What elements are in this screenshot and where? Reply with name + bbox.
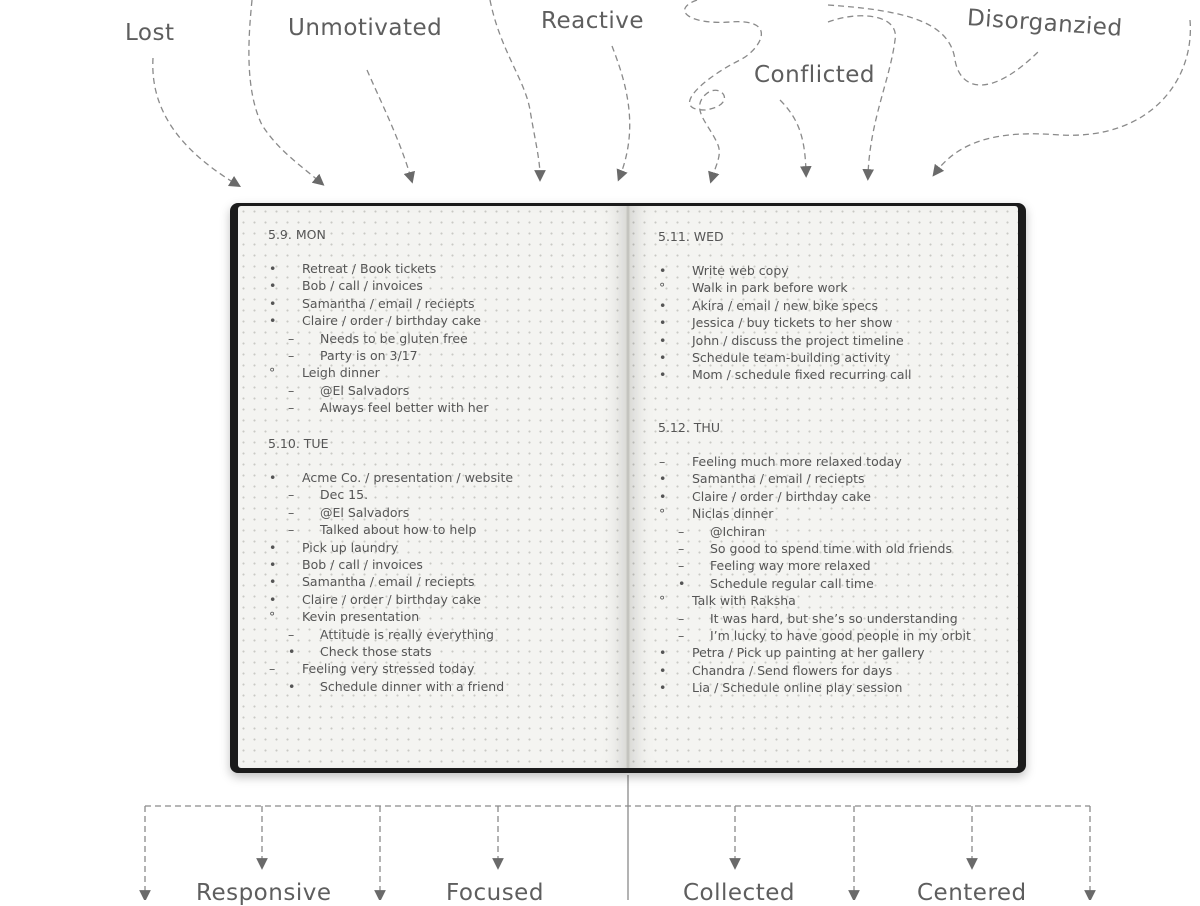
entry-bullet: • xyxy=(659,645,667,661)
entry-bullet: – xyxy=(678,541,685,556)
journal-entry: Retreat / Book tickets xyxy=(302,261,437,276)
journal-entry: Walk in park before work xyxy=(692,280,848,296)
journal-entry: Lia / Schedule online play session xyxy=(692,680,903,696)
label-reactive: Reactive xyxy=(541,8,645,34)
label-responsive: Responsive xyxy=(196,880,332,906)
journal-entry: Always feel better with her xyxy=(320,400,489,416)
entry-bullet: • xyxy=(269,278,277,294)
notebook xyxy=(230,203,1026,773)
entry-bullet: ° xyxy=(659,593,666,609)
entry-bullet: • xyxy=(269,557,277,572)
journal-entry: Feeling very stressed today xyxy=(302,661,475,677)
arrow-lost xyxy=(153,58,236,184)
entry-bullet: • xyxy=(659,332,667,348)
day-heading: 5.10. TUE xyxy=(268,436,329,451)
label-unmotivated: Unmotivated xyxy=(288,15,443,41)
journal-entry: Samantha / email / reciepts xyxy=(302,574,475,590)
journal-entry: Write web copy xyxy=(692,263,789,278)
journal-entry: It was hard, but she’s so understanding xyxy=(710,610,958,626)
journal-entry: Chandra / Send flowers for days xyxy=(692,662,893,678)
entry-bullet: • xyxy=(269,591,277,607)
journal-entry: Jessica / buy tickets to her show xyxy=(692,315,893,331)
entry-bullet: • xyxy=(269,313,277,329)
entry-bullet: • xyxy=(269,261,277,276)
arrow-unmotivated-right xyxy=(367,70,411,178)
entry-bullet: ° xyxy=(269,365,276,381)
entry-bullet: • xyxy=(269,574,277,590)
journal-entry: @El Salvadors xyxy=(320,382,410,398)
entry-bullet: • xyxy=(659,471,667,487)
entry-bullet: – xyxy=(678,558,685,574)
journal-entry: Schedule team-building activity xyxy=(692,350,891,365)
entry-bullet: • xyxy=(288,644,296,659)
journal-entry: So good to spend time with old friends xyxy=(710,541,952,556)
label-lost: Lost xyxy=(125,20,175,46)
label-focused: Focused xyxy=(446,880,544,906)
entry-bullet: – xyxy=(678,523,685,539)
entry-bullet: • xyxy=(269,539,277,555)
entry-bullet: • xyxy=(288,678,296,694)
entry-bullet: • xyxy=(269,470,277,485)
entry-bullet: – xyxy=(288,382,295,398)
entry-bullet: – xyxy=(678,628,685,643)
entry-bullet: ° xyxy=(659,506,666,522)
journal-entry: Niclas dinner xyxy=(692,506,774,522)
notebook-left-page xyxy=(238,206,628,768)
notebook-spine xyxy=(626,206,630,768)
journal-entry: Akira / email / new bike specs xyxy=(692,297,879,313)
arrow-disorganized-right xyxy=(936,20,1190,172)
journal-entry: Pick up laundry xyxy=(302,539,399,555)
entry-bullet: • xyxy=(678,575,686,591)
journal-entry: Kevin presentation xyxy=(302,609,420,625)
entry-bullet: – xyxy=(288,348,295,363)
entry-bullet: ° xyxy=(269,609,276,625)
journal-entry: Talk with Raksha xyxy=(692,593,796,609)
entry-bullet: ° xyxy=(659,280,666,296)
journal-entry: Feeling much more relaxed today xyxy=(692,454,902,469)
arrow-conflicted-low xyxy=(780,100,806,172)
journal-entry: Samantha / email / reciepts xyxy=(302,295,475,311)
entry-bullet: – xyxy=(678,610,685,626)
entry-bullet: – xyxy=(659,454,666,469)
journal-entry: Mom / schedule fixed recurring call xyxy=(692,367,912,383)
journal-entry: Dec 15. xyxy=(320,487,369,503)
entry-bullet: • xyxy=(659,297,667,313)
notebook-right-page xyxy=(628,206,1018,768)
journal-entry: Bob / call / invoices xyxy=(302,557,423,572)
label-disorganized: Disorganzied xyxy=(966,5,1124,42)
entry-bullet: • xyxy=(659,315,667,331)
journal-entry: Party is on 3/17 xyxy=(320,348,418,363)
entry-bullet: • xyxy=(659,488,667,504)
entry-bullet: – xyxy=(288,504,295,520)
journal-entry: Feeling way more relaxed xyxy=(710,558,871,574)
journal-entry: I’m lucky to have good people in my orbit xyxy=(710,628,971,643)
journal-entry: Schedule regular call time xyxy=(710,575,874,591)
journal-entry: Bob / call / invoices xyxy=(302,278,423,294)
arrow-reactive-left xyxy=(490,0,540,176)
entry-bullet: • xyxy=(659,662,667,678)
journal-entry: Claire / order / birthday cake xyxy=(692,488,871,504)
journal-entry: Samantha / email / reciepts xyxy=(692,471,865,487)
entry-bullet: • xyxy=(269,295,277,311)
journal-entry: Check those stats xyxy=(320,644,432,659)
journal-entry: Leigh dinner xyxy=(302,365,380,381)
entry-bullet: – xyxy=(288,522,295,538)
label-collected: Collected xyxy=(683,880,795,906)
journal-entry: Acme Co. / presentation / website xyxy=(302,470,514,485)
journal-entry: John / discuss the project timeline xyxy=(692,332,904,348)
journal-entry: Claire / order / birthday cake xyxy=(302,591,481,607)
entry-bullet: • xyxy=(659,680,667,696)
journal-entry: Petra / Pick up painting at her gallery xyxy=(692,645,925,661)
journal-entry: @El Salvadors xyxy=(320,504,410,520)
arrow-reactive-right xyxy=(612,46,630,176)
label-conflicted: Conflicted xyxy=(754,62,875,88)
day-heading: 5.12. THU xyxy=(658,420,720,435)
day-heading: 5.11. WED xyxy=(658,229,724,244)
label-centered: Centered xyxy=(917,880,1027,906)
entry-bullet: – xyxy=(288,400,295,416)
entry-bullet: – xyxy=(288,487,295,503)
entry-bullet: • xyxy=(659,367,667,383)
entry-bullet: – xyxy=(288,330,295,346)
journal-entry: Needs to be gluten free xyxy=(320,330,468,346)
day-heading: 5.9. MON xyxy=(268,227,326,242)
entry-bullet: – xyxy=(269,661,276,677)
arrow-conflicted-loop xyxy=(685,0,762,178)
entry-bullet: – xyxy=(288,626,295,642)
entry-bullet: • xyxy=(659,350,667,365)
journal-entry: Talked about how to help xyxy=(320,522,477,538)
arrow-conflicted-mid xyxy=(828,16,895,175)
journal-entry: Claire / order / birthday cake xyxy=(302,313,481,329)
journal-entry: Attitude is really everything xyxy=(320,626,494,642)
journal-entry: @Ichiran xyxy=(710,523,766,539)
journal-entry: Schedule dinner with a friend xyxy=(320,678,505,694)
entry-bullet: • xyxy=(659,263,667,278)
